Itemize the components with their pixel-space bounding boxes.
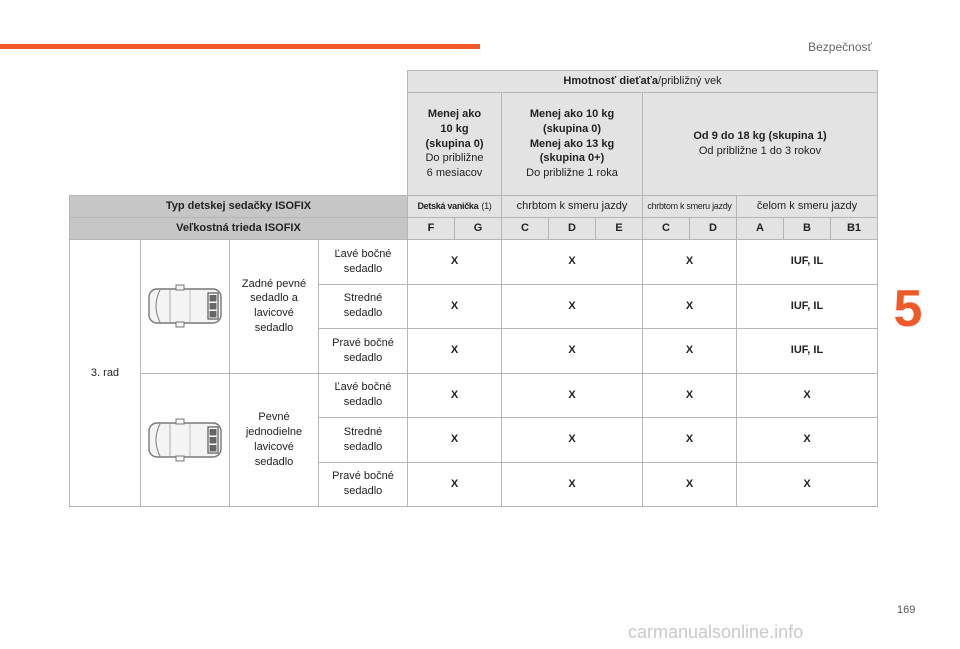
compatibility-value: X xyxy=(502,462,643,507)
accent-bar xyxy=(0,44,480,49)
seat-group-name-line: Zadné pevné xyxy=(241,277,307,290)
group-1-bold-2: Menej ako 13 kg xyxy=(529,137,615,150)
group-2-bold-0: Od 9 do 18 kg (skupina 1) xyxy=(693,130,827,143)
seat-row xyxy=(70,240,878,285)
compatibility-value: IUF, IL xyxy=(737,329,878,374)
weight-header-bold: Hmotnosť dieťaťa xyxy=(563,75,659,88)
seat-position xyxy=(319,329,408,374)
group-1-bold-1: (skupina 0) xyxy=(542,122,602,135)
group-0-normal-1: 6 mesiacov xyxy=(426,167,483,180)
chapter-number: 5 xyxy=(893,280,923,338)
size-class-cell: D xyxy=(690,218,737,240)
size-class-cell: E xyxy=(596,218,643,240)
compatibility-value: X xyxy=(408,373,502,418)
size-class-cell: C xyxy=(643,218,690,240)
group-0-bold-1: 10 kg xyxy=(440,122,469,135)
type-forward-facing: čelom k smeru jazdy xyxy=(737,196,878,218)
watermark: carmanualsonline.info xyxy=(628,622,804,642)
group-0-normal-0: Do približne xyxy=(425,152,484,165)
compatibility-value: X xyxy=(408,240,502,285)
seat-position-line: sedadlo xyxy=(343,396,383,409)
seat-group-name-line: lavicové xyxy=(254,440,294,453)
group-2-header xyxy=(643,93,878,196)
compatibility-value: IUF, IL xyxy=(737,284,878,329)
size-label: Veľkostná trieda ISOFIX xyxy=(70,218,408,240)
seat-position-line: sedadlo xyxy=(343,262,383,275)
seat-position xyxy=(319,418,408,463)
seat-position-line: sedadlo xyxy=(343,440,383,453)
seat-position xyxy=(319,462,408,507)
seat-position-line: sedadlo xyxy=(343,307,383,320)
compatibility-value: X xyxy=(408,284,502,329)
isofix-compatibility-table xyxy=(69,70,878,507)
seat-group-name xyxy=(230,373,319,507)
compatibility-value: X xyxy=(643,329,737,374)
size-class-cell: B xyxy=(784,218,831,240)
van-seat-diagram-icon xyxy=(143,284,227,328)
seat-group-name-line: sedadlo xyxy=(254,455,294,468)
size-class-cell: G xyxy=(455,218,502,240)
group-1-bold-3: (skupina 0+) xyxy=(539,152,605,165)
seat-position-line: sedadlo xyxy=(343,351,383,364)
compatibility-value: X xyxy=(502,373,643,418)
seat-group-name-line: jednodielne xyxy=(245,425,303,438)
group-2-normal-0: Od približne 1 do 3 rokov xyxy=(698,145,822,157)
compatibility-value: X xyxy=(643,418,737,463)
type-carrycot xyxy=(408,196,502,218)
size-class-cell: D xyxy=(549,218,596,240)
group-1-header xyxy=(502,93,643,196)
seat-position xyxy=(319,240,408,285)
carrycot-note: (1) xyxy=(481,201,492,212)
seat-group-name xyxy=(230,240,319,374)
group-1-normal-0: Do približne 1 roka xyxy=(526,167,618,180)
seat-position-line: Pravé bočné xyxy=(332,470,394,483)
seat-position-line: Stredné xyxy=(343,292,383,305)
compatibility-value: X xyxy=(408,462,502,507)
seat-position-line: Ľavé bočné xyxy=(334,247,392,260)
compatibility-value: X xyxy=(502,240,643,285)
compatibility-value: X xyxy=(502,418,643,463)
compatibility-value: X xyxy=(643,284,737,329)
compatibility-value: X xyxy=(408,329,502,374)
group-1-bold-0: Menej ako 10 kg xyxy=(529,107,615,120)
vehicle-diagram xyxy=(141,240,230,374)
seat-group-name-line: sedadlo xyxy=(254,322,294,335)
group-0-header xyxy=(408,93,502,196)
seat-group-name-line: lavicové xyxy=(254,307,294,320)
compatibility-value: X xyxy=(737,462,878,507)
size-class-cell: A xyxy=(737,218,784,240)
van-seat-diagram-icon xyxy=(143,418,227,462)
type-rear-facing: chrbtom k smeru jazdy xyxy=(502,196,643,218)
seat-position xyxy=(319,373,408,418)
row-label: 3. rad xyxy=(70,240,141,507)
section-title: Bezpečnosť xyxy=(808,40,872,54)
group-0-bold-2: (skupina 0) xyxy=(425,137,484,150)
page-number: 169 xyxy=(897,604,916,616)
group-0-bold-0: Menej ako xyxy=(427,107,482,120)
compatibility-value: X xyxy=(408,418,502,463)
weight-header-rest: /približný vek xyxy=(658,75,722,88)
compatibility-value: X xyxy=(643,240,737,285)
type-label: Typ detskej sedačky ISOFIX xyxy=(70,196,408,218)
compatibility-value: X xyxy=(502,284,643,329)
compatibility-value: IUF, IL xyxy=(737,240,878,285)
vehicle-diagram xyxy=(141,373,230,507)
compatibility-value: X xyxy=(643,373,737,418)
compatibility-value: X xyxy=(737,418,878,463)
weight-header xyxy=(408,71,878,93)
seat-position-line: Pravé bočné xyxy=(332,336,394,349)
compatibility-value: X xyxy=(737,373,878,418)
carrycot-label: Detská vanička xyxy=(417,201,479,212)
seat-position xyxy=(319,284,408,329)
compatibility-value: X xyxy=(502,329,643,374)
seat-position-line: Ľavé bočné xyxy=(334,381,392,394)
seat-group-name-line: sedadlo a xyxy=(250,292,298,305)
seat-group-name-line: Pevné xyxy=(258,411,290,424)
type-rear-facing-small: chrbtom k smeru jazdy xyxy=(643,196,737,218)
compatibility-value: X xyxy=(643,462,737,507)
size-class-cell: F xyxy=(408,218,455,240)
seat-position-line: sedadlo xyxy=(343,485,383,498)
seat-row xyxy=(70,373,878,418)
size-class-cell: C xyxy=(502,218,549,240)
size-class-cell: B1 xyxy=(831,218,878,240)
seat-position-line: Stredné xyxy=(343,425,383,438)
